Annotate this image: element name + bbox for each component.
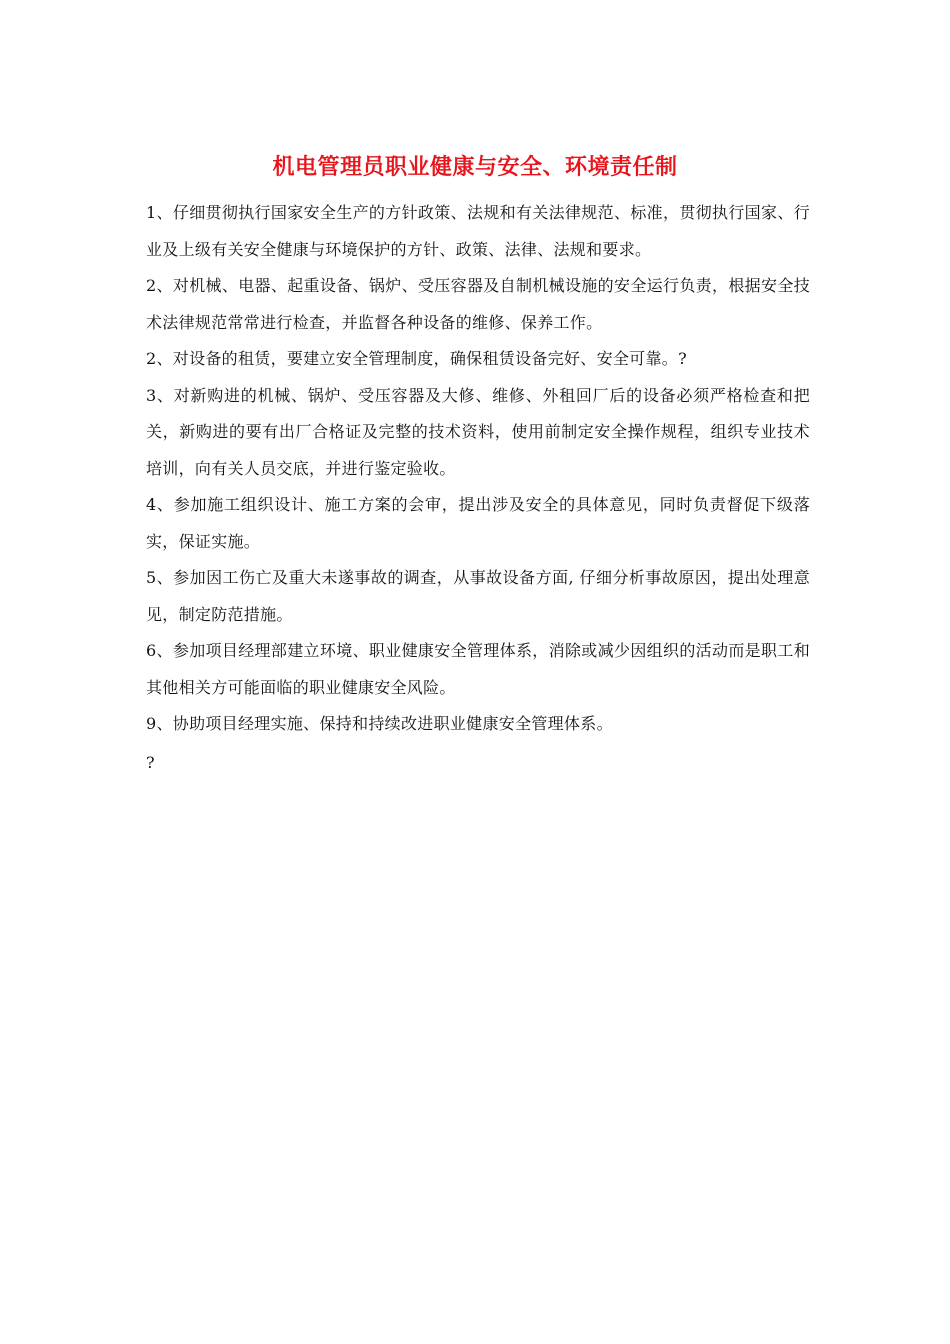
paragraph-8: 9、协助项目经理实施、保持和持续改进职业健康安全管理体系。 <box>146 714 613 733</box>
paragraph-7: 6、参加项目经理部建立环境、职业健康安全管理体系，消除或减少因组织的活动而是职工和其他相关方可能面临的职业健康安全风险。 <box>146 641 810 697</box>
paragraph-4: 3、对新购进的机械、锅炉、受压容器及大修、维修、外租回厂后的设备必须严格检查和把关，新购进的要有出厂合格证及完整的技术资料，使用前制定安全操作规程，组织专业技术培训，向有关人员交底，并进行鉴定验收。 <box>146 385 810 478</box>
trailing-mark: ? <box>146 752 155 772</box>
document-title: 机电管理员职业健康与安全、环境责任制 <box>272 154 678 180</box>
paragraph-6: 5、参加因工伤亡及重大未遂事故的调查，从事故设备方面, 仔细分析事故原因，提出处理意见，制定防范措施。 <box>146 568 810 624</box>
document-body <box>146 195 810 781</box>
paragraph-5: 4、参加施工组织设计、施工方案的会审，提出涉及安全的具体意见，同时负责督促下级落实，保证实施。 <box>146 495 810 551</box>
paragraph-2: 2、对机械、电器、起重设备、锅炉、受压容器及自制机械设施的安全运行负责，根据安全技术法律规范常常进行检查，并监督各种设备的维修、保养工作。 <box>146 276 810 332</box>
paragraph-1: 1、仔细贯彻执行国家安全生产的方针政策、法规和有关法律规范、标准，贯彻执行国家、行业及上级有关安全健康与环境保护的方针、政策、法律、法规和要求。 <box>146 203 810 259</box>
paragraph-3: 2、对设备的租赁，要建立安全管理制度，确保租赁设备完好、安全可靠。? <box>146 349 687 368</box>
